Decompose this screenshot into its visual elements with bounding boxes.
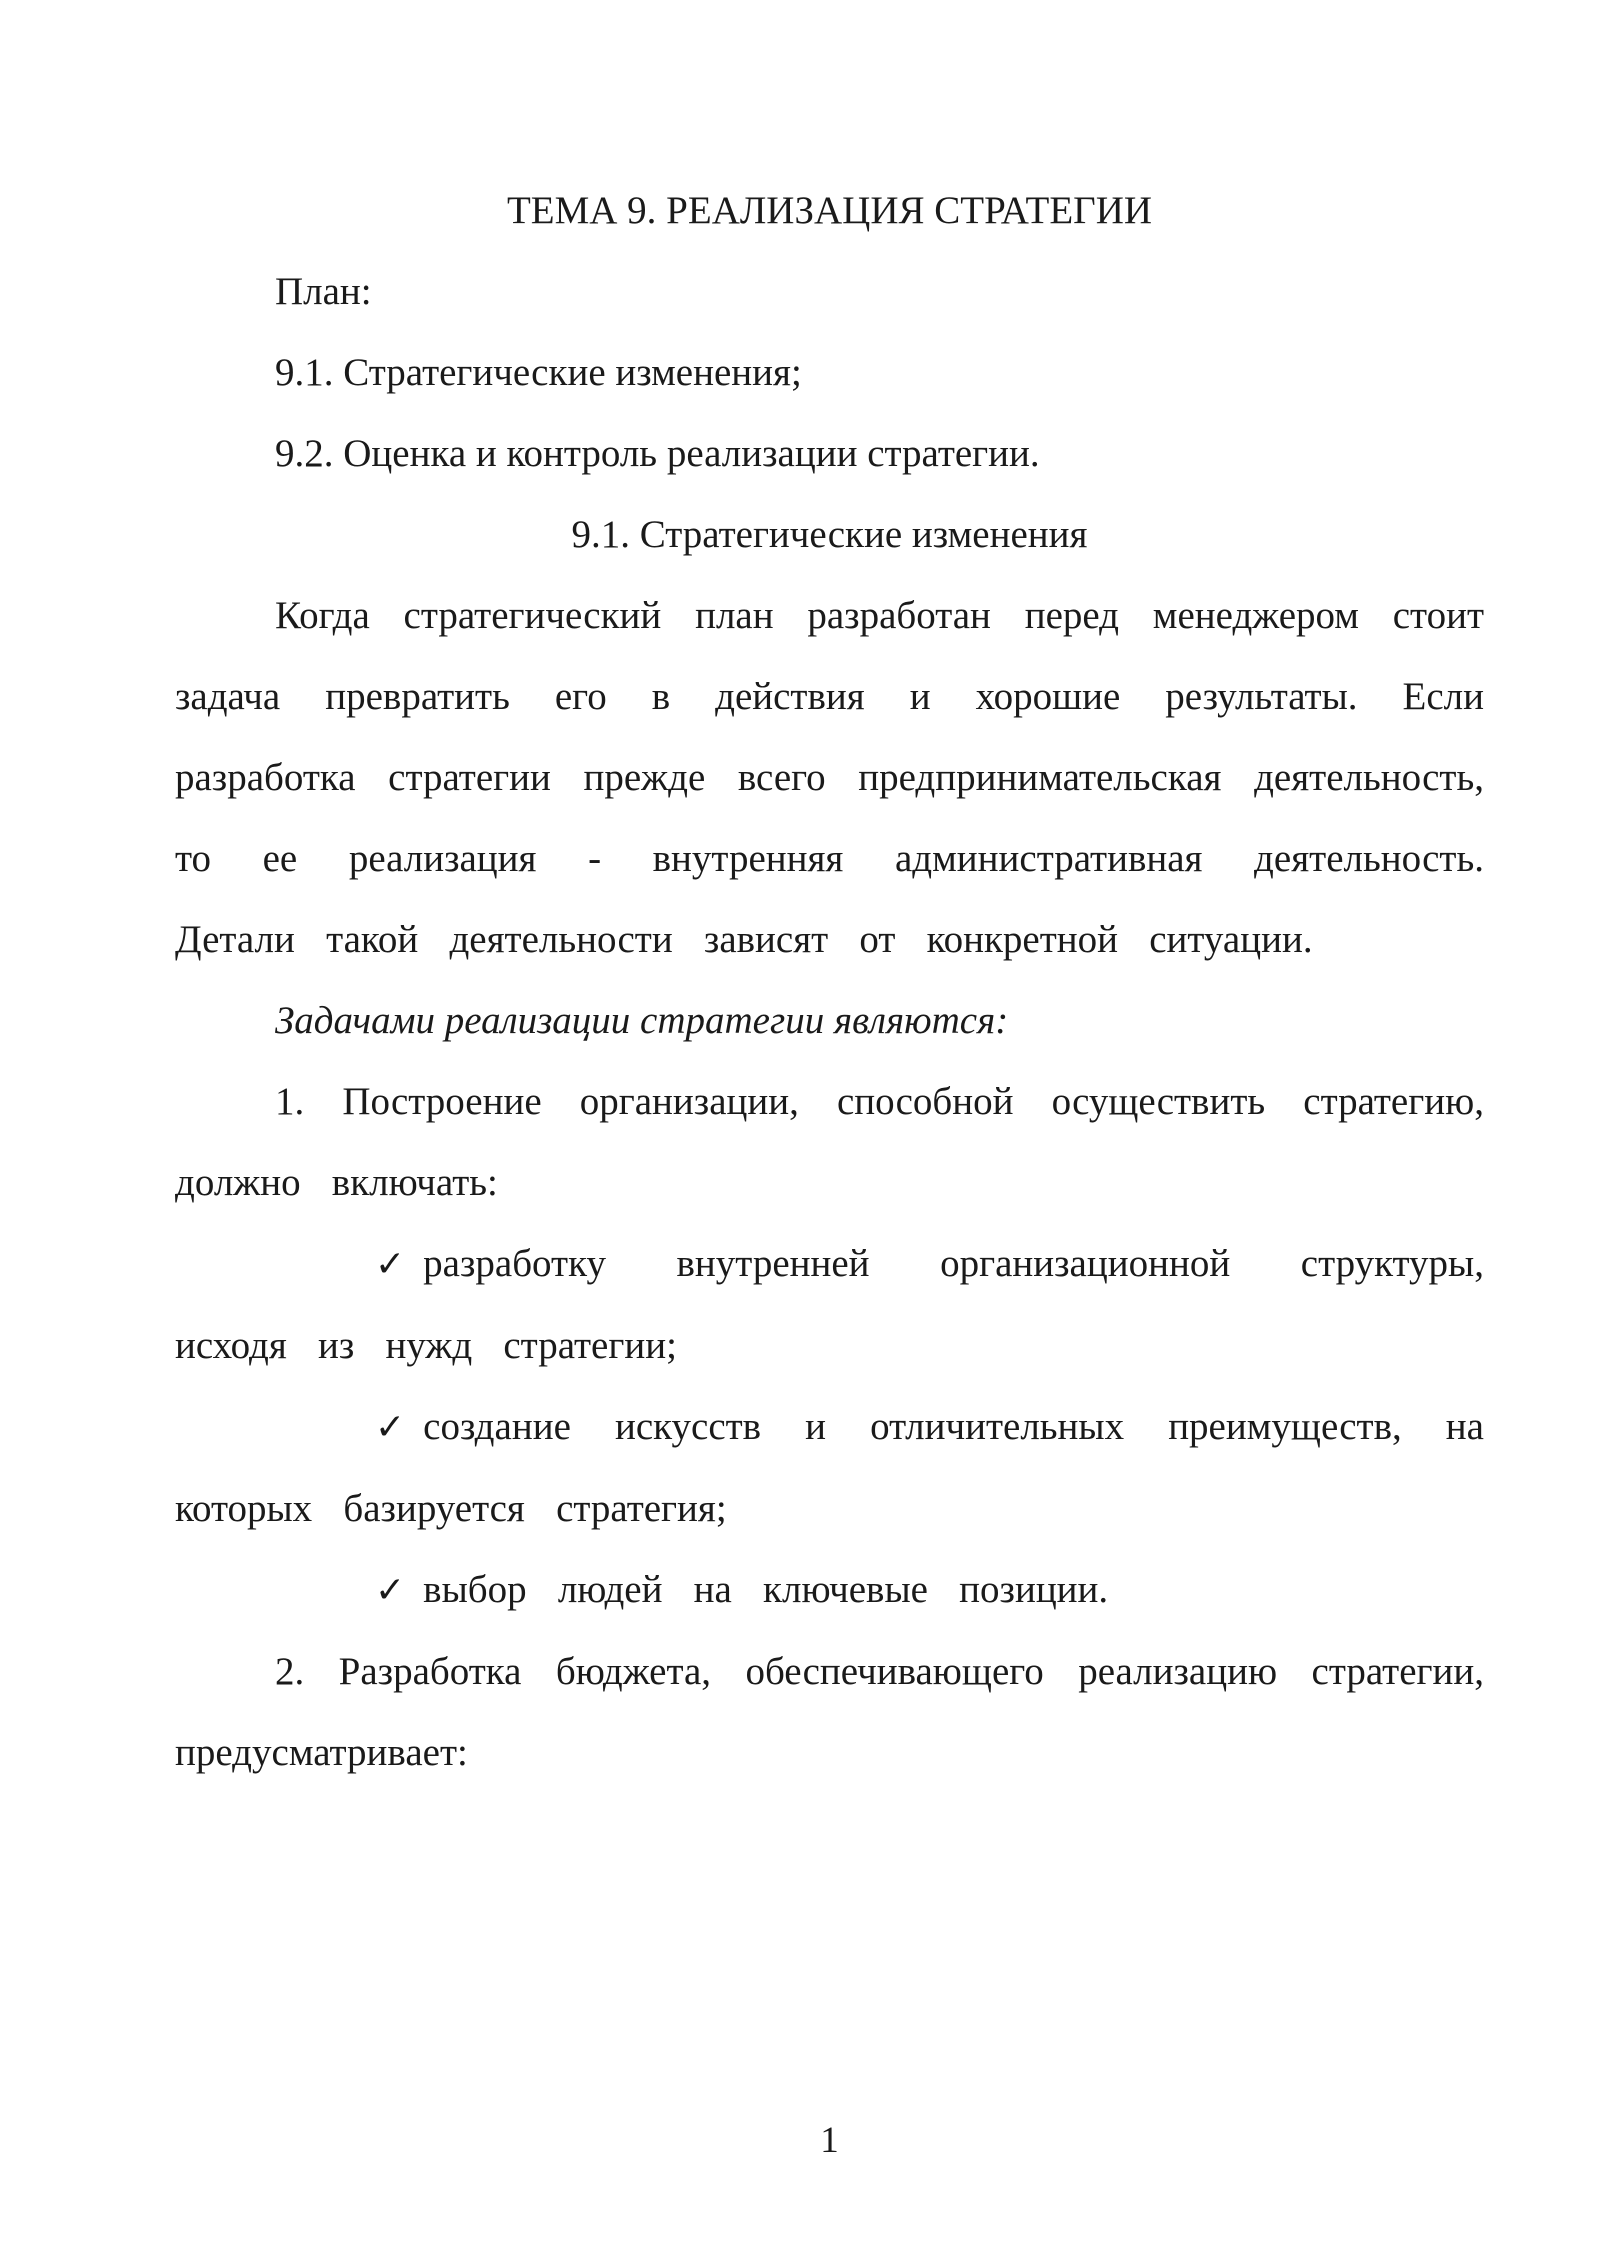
plan-label: План: (275, 270, 372, 313)
bullet-item-1 (175, 1223, 1484, 1386)
bullet-item-3 (175, 1549, 1484, 1631)
checkmark-icon: ✓ (375, 1570, 406, 1611)
bullet-text-3: выбор людей на ключевые позиции. (423, 1568, 1109, 1611)
bullet-text-1: разработку внутренней организационной структуры, исходя из нужд стратегии; (175, 1242, 1484, 1367)
section-heading: 9.1. Стратегические изменения (571, 513, 1088, 556)
bullet-text-2: создание искусств и отличительных преимуществ, на которых базируется стратегия; (175, 1405, 1484, 1530)
bullet-item-2 (175, 1386, 1484, 1549)
paragraph-task-1: 1. Построение организации, способной осуществить стратегию, должно включать: (175, 1080, 1484, 1204)
checkmark-icon: ✓ (375, 1407, 406, 1448)
paragraph-task-2: 2. Разработка бюджета, обеспечивающего реализацию стратегии, предусматривает: (175, 1650, 1484, 1774)
paragraph-tasks-lead: Задачами реализации стратегии являются: (275, 999, 1009, 1042)
page-number: 1 (820, 2120, 839, 2161)
checkmark-icon: ✓ (375, 1244, 406, 1285)
paragraph-intro: Когда стратегический план разработан перед менеджером стоит задача превратить его в действия и хорошие результаты. Если разработка стратегии прежде всего предпринимательская деятельность, то ее реализация - внутренняя административная деятельность. Детали такой деятельности зависят от конкретной ситуации. (175, 594, 1484, 961)
plan-item-2: 9.2. Оценка и контроль реализации стратегии. (275, 432, 1040, 475)
doc-title: ТЕМА 9. РЕАЛИЗАЦИЯ СТРАТЕГИИ (506, 189, 1153, 232)
plan-item-1: 9.1. Стратегические изменения; (275, 351, 802, 394)
